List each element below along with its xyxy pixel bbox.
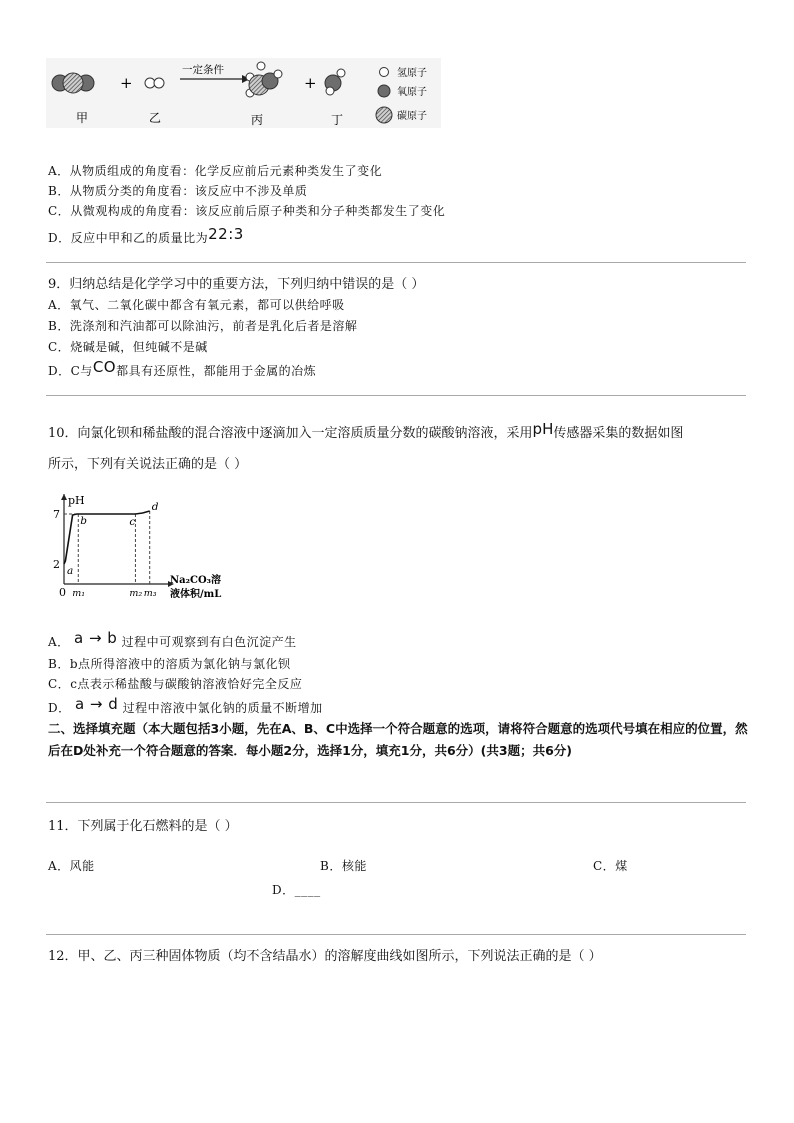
- q10-option-b[interactable]: B．b点所得溶液中的溶质为氯化钠与氯化钡: [48, 657, 291, 671]
- plus-2: +: [304, 74, 317, 92]
- point-a-label: a: [67, 565, 74, 577]
- q10-stem-line2: 所示，下列有关说法正确的是（ ）: [48, 457, 248, 472]
- legend-oxygen: 氧原子: [397, 87, 427, 98]
- y-axis-arrow: [61, 494, 67, 500]
- divider: [46, 262, 746, 263]
- label-bing: 丙: [251, 113, 264, 127]
- x-tick-m1: m₁: [72, 588, 86, 599]
- mass-ratio: 22:3: [208, 225, 244, 243]
- q11-option-d[interactable]: D．____: [272, 883, 321, 897]
- reaction-condition: 一定条件: [182, 64, 224, 76]
- q11-option-a[interactable]: A．风能: [48, 859, 95, 873]
- ph-term: pH: [532, 420, 554, 438]
- point-b-label: b: [80, 515, 88, 527]
- ph-chart-svg: [46, 488, 256, 608]
- legend-carbon: 碳原子: [397, 111, 427, 122]
- q12-stem: 12．甲、乙、丙三种固体物质（均不含结晶水）的溶解度曲线如图所示，下列说法正确的是（ ）: [48, 949, 602, 964]
- divider: [46, 395, 746, 396]
- point-c-label: c: [129, 516, 136, 528]
- x-axis-label-line1: Na₂CO₃溶: [170, 575, 222, 586]
- a-to-b: a → b: [74, 629, 118, 647]
- x-axis-label-line2: 液体积/mL: [170, 589, 222, 600]
- methanol-molecule: [246, 62, 282, 97]
- origin-label: 0: [59, 586, 66, 599]
- reaction-figure-svg: [46, 58, 441, 128]
- q11-option-b[interactable]: B．核能: [320, 859, 367, 873]
- divider: [46, 802, 746, 803]
- q10-option-d[interactable]: D． a → d 过程中溶液中氯化钠的质量不断增加: [48, 695, 323, 715]
- answer-blank[interactable]: ____: [294, 883, 321, 897]
- q10-option-a[interactable]: A． a → b 过程中可观察到有白色沉淀产生: [48, 629, 297, 649]
- q8-option-c[interactable]: C．从微观构成的角度看：该反应前后原子种类和分子种类都发生了变化: [48, 204, 446, 218]
- q9-option-a[interactable]: A．氧气、二氧化碳中都含有氧元素，都可以供给呼吸: [48, 298, 345, 312]
- q11-stem: 11．下列属于化石燃料的是（ ）: [48, 819, 238, 834]
- label-yi: 乙: [149, 111, 162, 125]
- y-axis-label: pH: [68, 494, 85, 507]
- q9-stem: 9．归纳总结是化学学习中的重要方法，下列归纳中错误的是（ ）: [48, 277, 425, 292]
- divider: [46, 934, 746, 935]
- oxygen-legend-icon: [378, 85, 390, 97]
- point-d-label: d: [151, 501, 159, 513]
- label-ding: 丁: [331, 113, 344, 127]
- q9-option-d[interactable]: D．C与CO都具有还原性，都能用于金属的冶炼: [48, 358, 317, 378]
- q11-option-c[interactable]: C．煤: [593, 859, 628, 873]
- h2-molecule: [145, 78, 164, 88]
- co-formula: CO: [92, 358, 117, 376]
- legend-hydrogen: 氢原子: [397, 68, 427, 79]
- carbon-legend-icon: [376, 107, 392, 123]
- label-jia: 甲: [76, 111, 89, 125]
- q9-option-b[interactable]: B．洗涤剂和汽油都可以除油污，前者是乳化后者是溶解: [48, 319, 358, 333]
- q10-stem-line1: 10．向氯化钡和稀盐酸的混合溶液中逐滴加入一定溶质质量分数的碳酸钠溶液，采用pH传感器采集的数据如图: [48, 420, 684, 441]
- ph-curve: [64, 511, 150, 564]
- ph-chart: [46, 488, 256, 608]
- plus-1: +: [120, 74, 133, 92]
- q10-option-c[interactable]: C．c点表示稀盐酸与碳酸钠溶液恰好完全反应: [48, 677, 303, 691]
- a-to-d: a → d: [74, 695, 119, 713]
- y-tick-7: 7: [53, 508, 60, 521]
- x-tick-m2: m₂: [129, 588, 143, 599]
- water-molecule: [325, 69, 345, 95]
- section-2-title: 二、选择填充题（本大题包括3小题，先在A、B、C中选择一个符合题意的选项，请将符合题意的选项代号填在相应的位置，然后在D处补充一个符合题意的答案．每小题2分，选择1分，填充1分，共6分）(共3题；共6分): [48, 721, 748, 758]
- x-tick-m3: m₃: [143, 588, 157, 599]
- q8-option-d[interactable]: D．反应中甲和乙的质量比为22:3: [48, 225, 244, 245]
- q8-option-b[interactable]: B．从物质分类的角度看：该反应中不涉及单质: [48, 184, 308, 198]
- q8-option-a[interactable]: A．从物质组成的角度看：化学反应前后元素种类发生了变化: [48, 164, 383, 178]
- q9-option-c[interactable]: C．烧碱是碱，但纯碱不是碱: [48, 340, 208, 354]
- co2-molecule: [52, 73, 94, 93]
- reaction-figure: [46, 58, 441, 128]
- hydrogen-legend-icon: [380, 68, 389, 77]
- y-tick-2: 2: [53, 558, 60, 571]
